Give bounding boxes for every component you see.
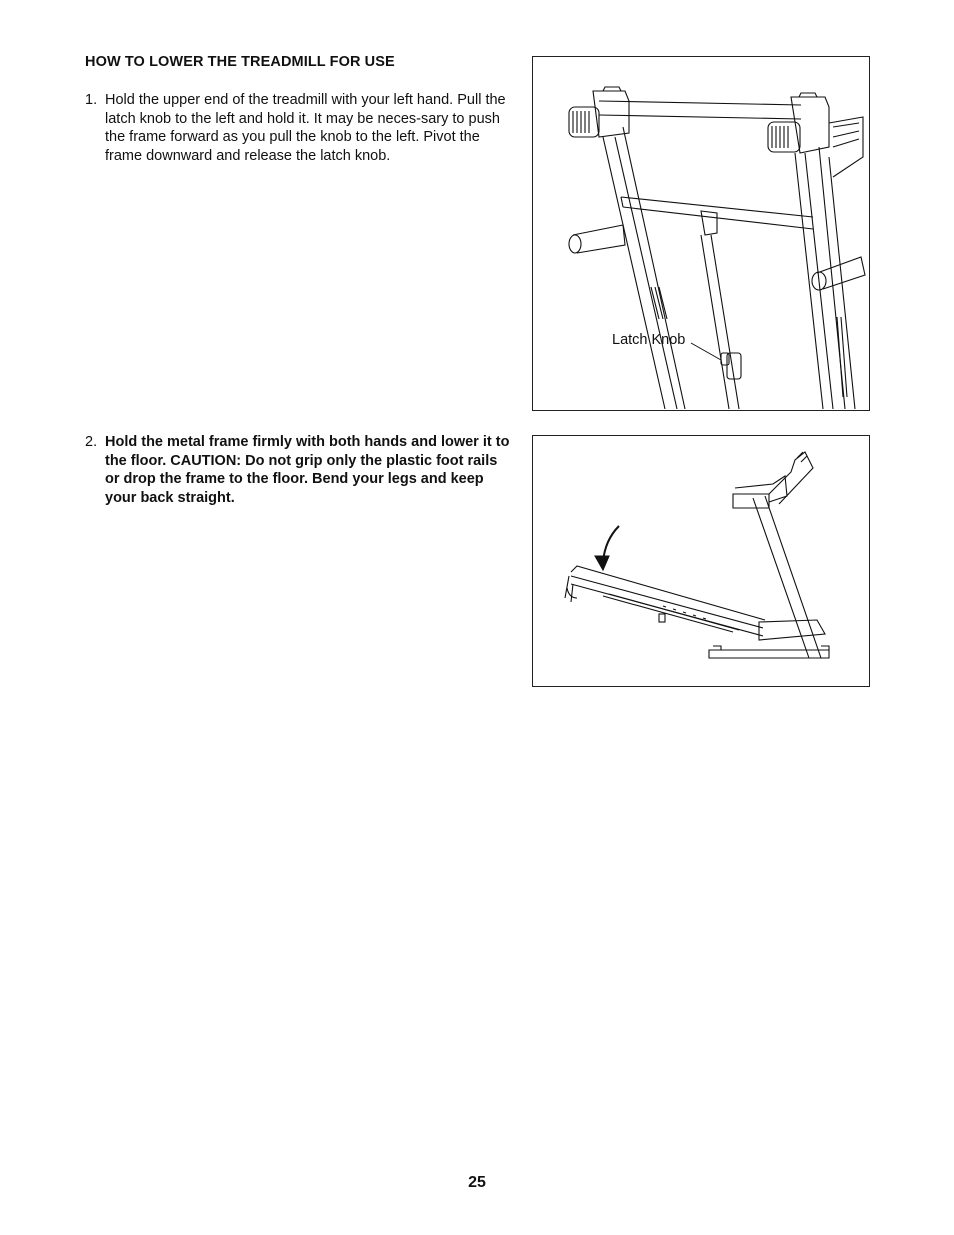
figure-latch-knob (532, 56, 870, 411)
figure-lowering-frame (532, 435, 870, 687)
section-heading: HOW TO LOWER THE TREADMILL FOR USE (85, 54, 395, 70)
latch-knob-callout: Latch Knob (612, 332, 686, 348)
step-1-number: 1. (85, 92, 98, 108)
step-2-text: Hold the metal frame firmly with both hands and lower it to the floor. CAUTION: Do not grip only the plastic foot rails or drop the frame to the floor. Bend your legs and keep your back straight. (105, 434, 510, 507)
step-1 (85, 91, 515, 166)
step-1-text: Hold the upper end of the treadmill with your left hand. Pull the latch knob to the left and hold it. It may be neces-sary to push the frame forward as you pull the knob to the left. Pivot the frame downward and release the latch knob. (105, 92, 506, 165)
page-number: 25 (468, 1174, 486, 1191)
step-2 (85, 433, 515, 508)
step-2-number: 2. (85, 434, 98, 450)
treadmill-upright-illustration (533, 57, 868, 409)
treadmill-lowering-illustration (533, 436, 868, 685)
